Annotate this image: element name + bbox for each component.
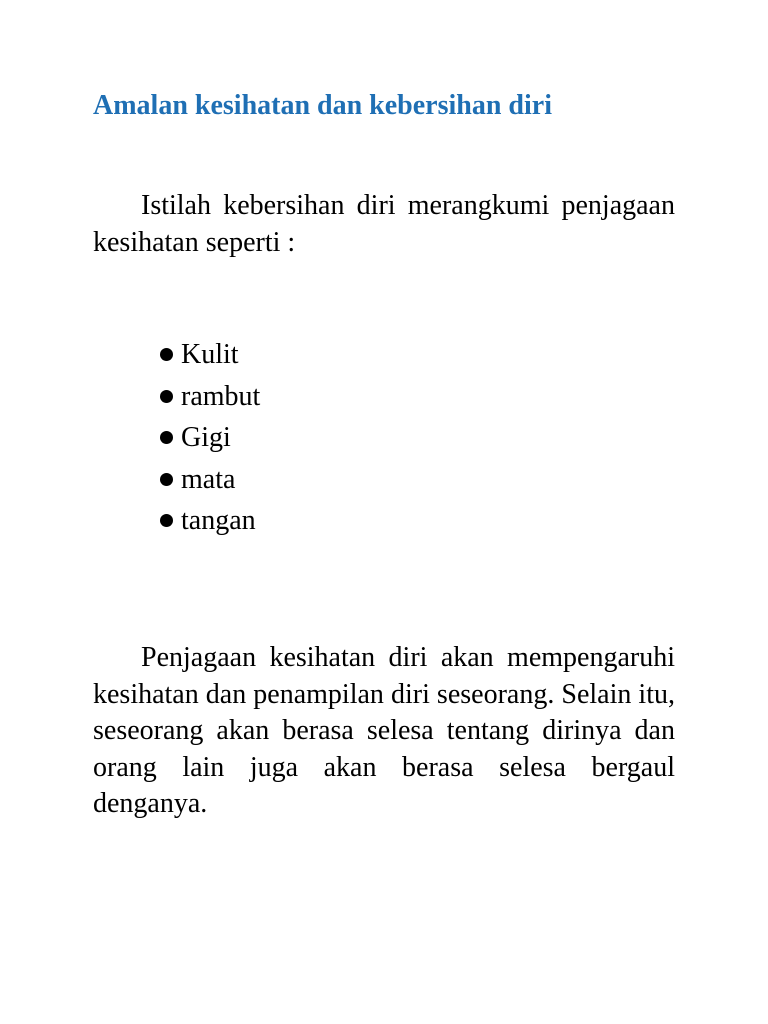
bullet-icon [160, 348, 173, 361]
list-item [160, 459, 260, 501]
list-item-label: tangan [181, 505, 256, 536]
list-item-label: rambut [181, 380, 261, 412]
list-item-label: Gigi [181, 422, 231, 453]
closing-paragraph: Penjagaan kesihatan diri akan mempengaruhi kesihatan dan penampilan diri seseorang. Selain itu, seseorang akan berasa selesa tentang dirinya dan orang lain juga akan berasa selesa bergaul denganya. [93, 642, 675, 819]
intro-paragraph: Istilah kebersihan diri merangkumi penjagaan kesihatan seperti : [93, 190, 675, 258]
list-item-label: mata [181, 463, 236, 495]
bullet-icon [160, 514, 173, 527]
list-item [160, 417, 260, 459]
list-item [160, 376, 260, 418]
list-item [160, 334, 260, 376]
bullet-list [160, 334, 260, 542]
bullet-icon [160, 390, 173, 403]
bullet-icon [160, 473, 173, 486]
list-item [160, 500, 260, 542]
list-item-label: Kulit [181, 339, 239, 370]
document-title: Amalan kesihatan dan kebersihan diri [93, 90, 552, 121]
bullet-icon [160, 431, 173, 444]
